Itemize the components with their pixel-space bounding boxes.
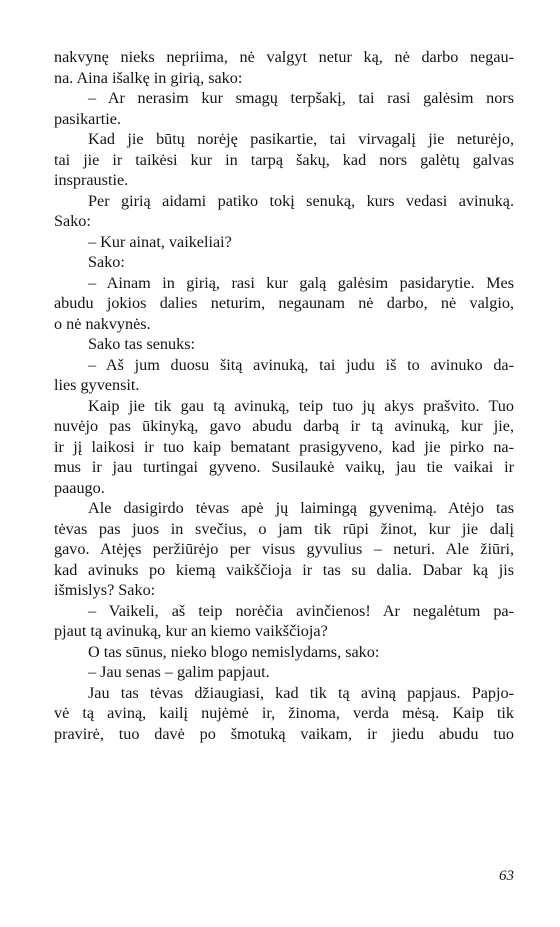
text-line: – Jau senas – galim papjaut. [88, 663, 270, 681]
text-line: mus ir jau turtingai gyveno. Susilaukė vaikų, jau tie vaikai ir [54, 458, 514, 476]
text-line: pravirė, tuo davė po šmotuką vaikam, ir jiedu abudu tuo [54, 724, 514, 743]
text-line: Kad jie būtų norėję pasikartie, tai virvagalį jie neturėjo, [88, 130, 514, 148]
text-line: o nė nakvynės. [54, 314, 151, 333]
text-line: – Aš jum duosu šitą avinuką, tai judu iš to avinuko da- [88, 355, 514, 374]
text-line: Per girią aidami patiko tokį senuką, kurs vedasi avinuką. [88, 191, 514, 210]
text-line: nakvynę nieks nepriima, nė valgyt netur ką, nė darbo negau- [54, 48, 514, 66]
text-line: ir jį laikosi ir tuo kaip bematant prasigyveno, kad jie pirko na- [54, 437, 514, 456]
text-line: pasikartie. [54, 109, 121, 128]
text-line: O tas sūnus, nieko blogo nemislydams, sako: [88, 642, 380, 661]
text-line: kad avinuks po kiemą vaikščioja ir tas su dalia. Dabar ką jis [54, 560, 514, 579]
text-line: išmislys? Sako: [54, 581, 156, 599]
text-line: gavo. Atėjęs peržiūrėjo per visus gyvulius – neturi. Ale žiūri, [54, 540, 514, 558]
text-line: Kaip jie tik gau tą avinuką, teip tuo jų akys prašvito. Tuo [88, 396, 514, 415]
text-line: Sako tas senuks: [88, 335, 196, 353]
text-line: Jau tas tėvas džiaugiasi, kad tik tą aviną papjaus. Papjo- [88, 683, 514, 702]
text-line: na. Aina išalkę in girią, sako: [54, 68, 243, 87]
text-line: pjaut tą avinuką, kur an kiemo vaikščioja? [54, 622, 328, 640]
text-line: abudu jokios dalies neturim, negaunam nė darbo, nė valgio, [54, 294, 514, 312]
text-line: Ale dasigirdo tėvas apė jų laimingą gyvenimą. Atėjo tas [88, 499, 514, 517]
text-line: paaugo. [54, 478, 105, 497]
text-line: – Ar nerasim kur smagų terpšakį, tai rasi galėsim nors [88, 89, 514, 107]
text-line: lies gyvensit. [54, 376, 140, 394]
text-line: Sako: [54, 212, 91, 230]
body-text [54, 47, 514, 744]
text-line: inspraustie. [54, 171, 129, 189]
text-line: tai jie ir taikėsi kur in tarpą šakų, kad nors galėtų galvas [54, 150, 514, 169]
page-number: 63 [499, 868, 514, 884]
text-line: Sako: [88, 253, 125, 271]
text-line: – Ainam in girią, rasi kur galą galėsim pasidarytie. Mes [88, 273, 514, 292]
text-line: tėvas pas juos in svečius, o jam tik rūpi žinot, kur jie dalį [54, 519, 514, 538]
text-line: nuvėjo pas ūkinyką, gavo abudu darbą ir tą avinuką, kur jie, [54, 417, 514, 435]
text-line: – Kur ainat, vaikeliai? [88, 232, 232, 251]
text-line: – Vaikeli, aš teip norėčia avinčienos! Ar negalėtum pa- [88, 601, 514, 620]
text-line: vė tą aviną, kailį nujėmė ir, žinoma, verda mėsą. Kaip tik [54, 704, 514, 722]
